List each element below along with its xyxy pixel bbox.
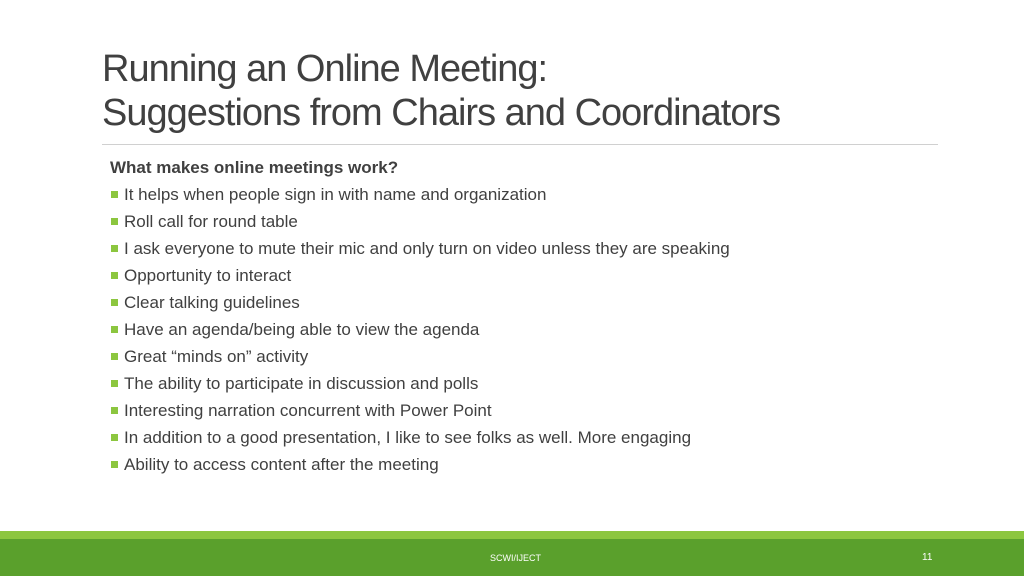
square-bullet-icon [111, 461, 118, 468]
square-bullet-icon [111, 299, 118, 306]
square-bullet-icon [111, 407, 118, 414]
bullet-item [110, 370, 930, 397]
square-bullet-icon [111, 191, 118, 198]
bullet-item [110, 343, 930, 370]
bullet-text: The ability to participate in discussion and polls [124, 374, 479, 393]
page-number: 11 [922, 552, 933, 563]
slide-title-line-1: Running an Online Meeting: [102, 48, 548, 90]
bullet-item [110, 208, 930, 235]
bullet-text: Have an agenda/being able to view the agenda [124, 320, 480, 339]
square-bullet-icon [111, 353, 118, 360]
bullet-text: Ability to access content after the meeting [124, 455, 439, 474]
square-bullet-icon [111, 380, 118, 387]
bullet-item [110, 316, 930, 343]
slide-title [102, 47, 942, 135]
square-bullet-icon [111, 434, 118, 441]
bullet-item [110, 397, 930, 424]
bullet-item [110, 235, 930, 262]
bullet-text: I ask everyone to mute their mic and only turn on video unless they are speaking [124, 239, 730, 258]
slide-content [110, 155, 930, 478]
slide-title-line-2: Suggestions from Chairs and Coordinators [102, 92, 781, 134]
bullet-item [110, 424, 930, 451]
bullet-list [110, 181, 930, 478]
square-bullet-icon [111, 245, 118, 252]
bullet-text: Opportunity to interact [124, 266, 292, 285]
bullet-text: Great “minds on” activity [124, 347, 309, 366]
bullet-text: It helps when people sign in with name and organization [124, 185, 547, 204]
content-heading: What makes online meetings work? [110, 158, 399, 177]
bullet-text: In addition to a good presentation, I like to see folks as well. More engaging [124, 428, 692, 447]
bullet-text: Interesting narration concurrent with Power Point [124, 401, 492, 420]
title-divider [102, 144, 938, 145]
bullet-item [110, 181, 930, 208]
bullet-item [110, 262, 930, 289]
footer-text: SCWI/IJECT [490, 553, 541, 563]
bullet-item [110, 451, 930, 478]
bullet-text: Roll call for round table [124, 212, 298, 231]
square-bullet-icon [111, 326, 118, 333]
square-bullet-icon [111, 218, 118, 225]
bullet-item [110, 289, 930, 316]
bullet-text: Clear talking guidelines [124, 293, 300, 312]
footer-accent-strip [0, 531, 1024, 539]
square-bullet-icon [111, 272, 118, 279]
